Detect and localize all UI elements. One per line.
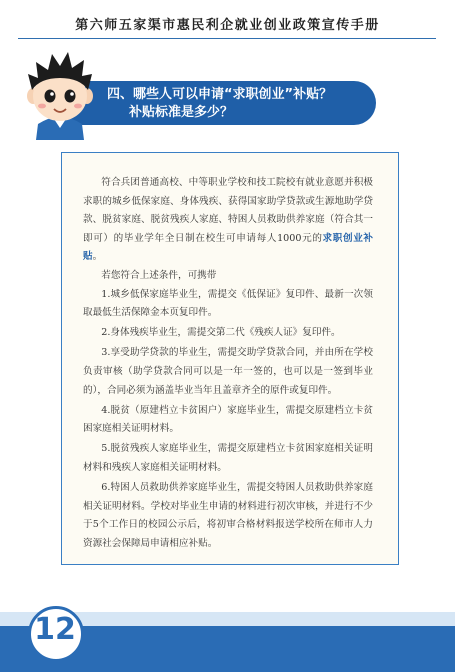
section-heading-line1: 四、哪些人可以申请“求职创业”补贴？ <box>107 87 333 102</box>
requirement-item: 2.身体残疾毕业生，需提交第二代《残疾人证》复印件。 <box>101 327 341 339</box>
header-title: 第六师五家渠市惠民利企就业创业政策宣传手册 <box>75 18 380 33</box>
requirement-item: 3.享受助学贷款的毕业生，需提交助学贷款合同，并由所在学校负责审核（助学贷款合同可以是一年一签的，也可以是一签到毕业的），合同必须为涵盖毕业当年且盖章齐全的原件或复印件。 <box>83 347 373 396</box>
header-divider <box>18 38 436 39</box>
requirement-item: 6.特困人员救助供养家庭毕业生，需提交特困人员救助供养家庭相关证明材料。学校对毕业生申请的材料进行初次审核，并进行不少于5个工作日的校园公示后，将初审合格材料报送学校所在师市人力资源社会保障局申请相应补贴。 <box>83 482 373 549</box>
page-number: 12 <box>34 612 76 647</box>
requirement-item: 4.脱贫（原建档立卡贫困户）家庭毕业生，需提交原建档立卡贫困家庭相关证明材料。 <box>83 404 373 435</box>
intro-end: 。 <box>92 251 103 263</box>
requirement-item: 5.脱贫残疾人家庭毕业生，需提交原建档立卡贫困家庭相关证明材料和残疾人家庭相关证明材料。 <box>83 443 373 473</box>
intro-paragraph <box>83 174 373 267</box>
section-heading <box>107 86 375 122</box>
intro-text: 符合兵团普通高校、中等职业学校和技工院校有就业意愿并积极求职的城乡低保家庭、身体残疾、获得国家助学贷款或生源地助学贷款、脱贫家庭、脱贫残疾人家庭、特困人员救助供养家庭（符合其一即可）的毕业学年全日制在校生可申请每人1000元的 <box>83 177 373 244</box>
section-heading-line2: 补贴标准是多少？ <box>129 105 234 120</box>
cartoon-boy-avatar-icon <box>20 44 100 140</box>
requirement-item: 1.城乡低保家庭毕业生，需提交《低保证》复印件、最新一次领取最低生活保障金本页复印件。 <box>83 288 373 319</box>
content-body <box>83 174 373 555</box>
lead-paragraph: 若您符合上述条件，可携带 <box>101 269 217 281</box>
subsidy-name-highlight: 求职创业补贴 <box>83 232 373 263</box>
